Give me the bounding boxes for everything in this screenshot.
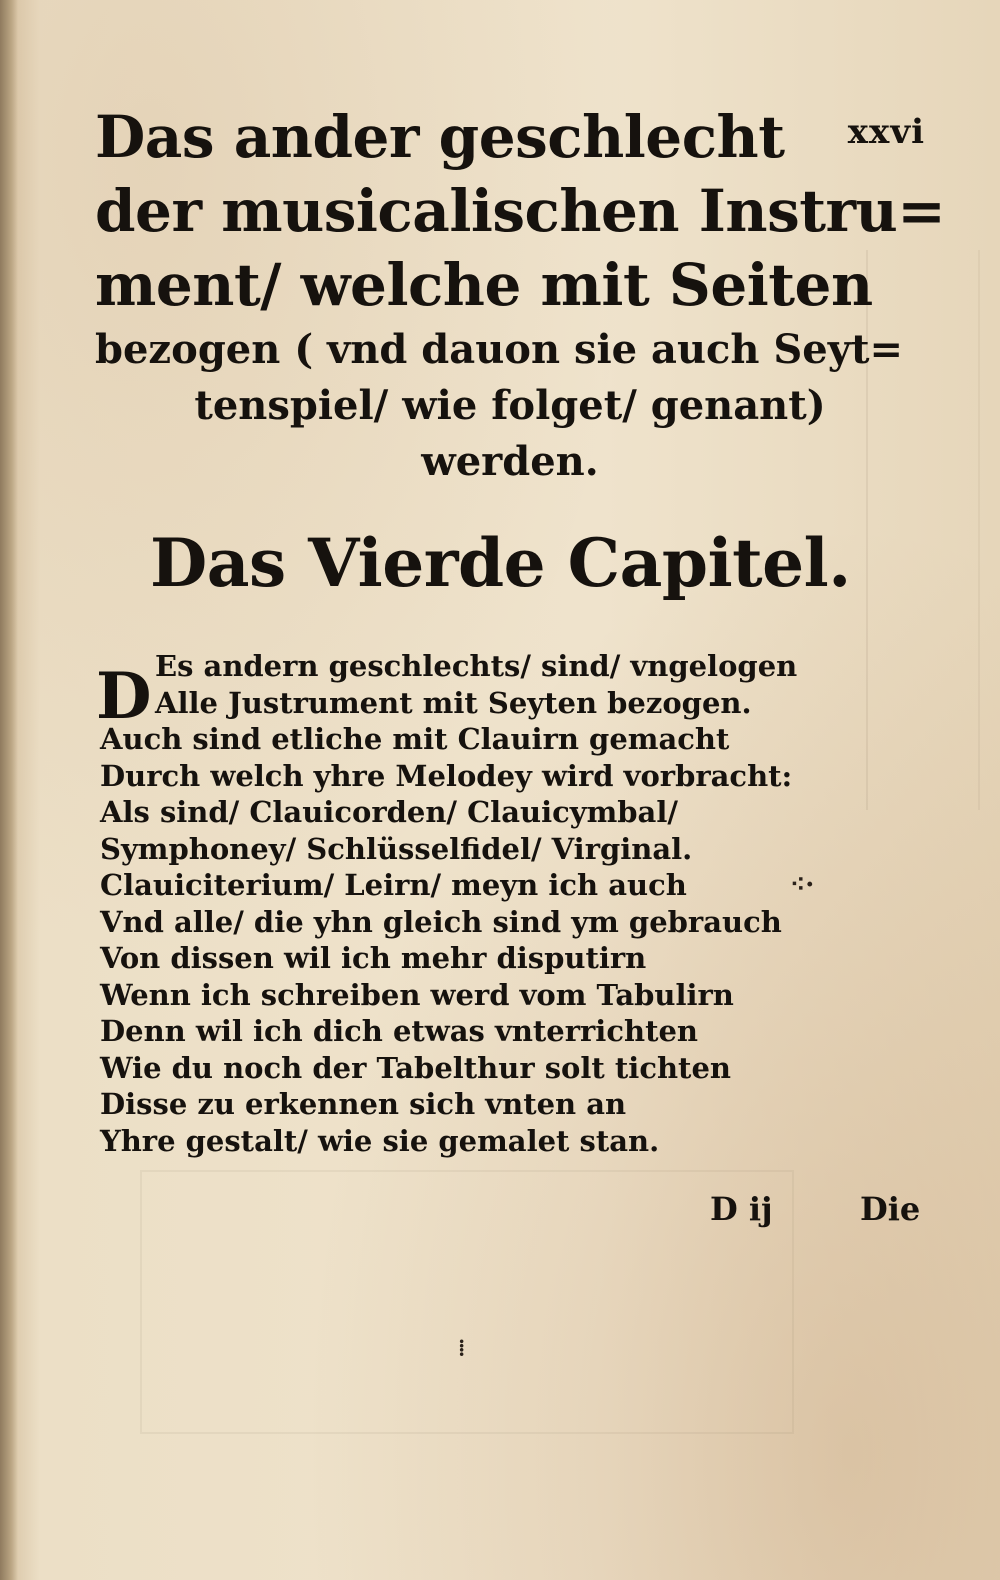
page-gutter — [0, 0, 18, 1580]
heading-line: werden. — [421, 438, 599, 485]
signature-mark: D ij — [710, 1190, 773, 1228]
heading-line: Das ander geschlecht — [95, 103, 785, 171]
heading-line: bezogen ( vnd dauon sie auch Seyt= — [95, 326, 903, 373]
verse-line: Clauiciterium/ Leirn/ meyn ich auch — [100, 868, 687, 902]
chapter-title: Das Vierde Capitel. — [150, 524, 851, 602]
verse-line: Vnd alle/ die yhn gleich sind ym gebrauch — [100, 904, 782, 939]
drop-initial: D — [96, 659, 152, 734]
heading-line: der musicalischen Instru= — [95, 177, 946, 245]
show-through-mark — [140, 1170, 794, 1434]
heading-line: ment/ welche mit Seiten — [95, 251, 873, 319]
ink-smudge-mark: ⁖· — [790, 870, 815, 900]
verse-line: Auch sind etliche mit Clauirn gemacht — [100, 722, 730, 756]
verse-line: Es andern geschlechts/ sind/ vngelogen — [155, 649, 798, 683]
verse-line: Disse zu erkennen sich vnten an — [100, 1087, 627, 1121]
folio-number: xxvi — [847, 112, 925, 152]
verse-line: Durch welch yhre Melodey wird vorbracht: — [100, 758, 793, 793]
page-heading — [95, 100, 946, 490]
heading-line: tenspiel/ wie folget/ genant) — [194, 382, 826, 429]
verse-line: Yhre gestalt/ wie sie gemalet stan. — [100, 1123, 660, 1158]
verse-line: Denn wil ich dich etwas vnterrichten — [100, 1014, 698, 1048]
catchword: Die — [860, 1190, 921, 1228]
verse-line: Als sind/ Clauicorden/ Clauicymbal/ — [100, 795, 678, 829]
verse-line: Symphoney/ Schlüsselfidel/ Virginal. — [100, 831, 693, 866]
verse-line: Wie du noch der Tabelthur solt tichten — [100, 1050, 731, 1085]
ink-speck-mark: ⁞ — [458, 1335, 466, 1361]
verse-line: Von dissen wil ich mehr disputirn — [100, 941, 647, 975]
verse-line: Wenn ich schreiben werd vom Tabulirn — [100, 977, 734, 1012]
verse-line: Alle Justrument mit Seyten bezogen. — [155, 685, 752, 720]
verse-block — [100, 648, 820, 1159]
